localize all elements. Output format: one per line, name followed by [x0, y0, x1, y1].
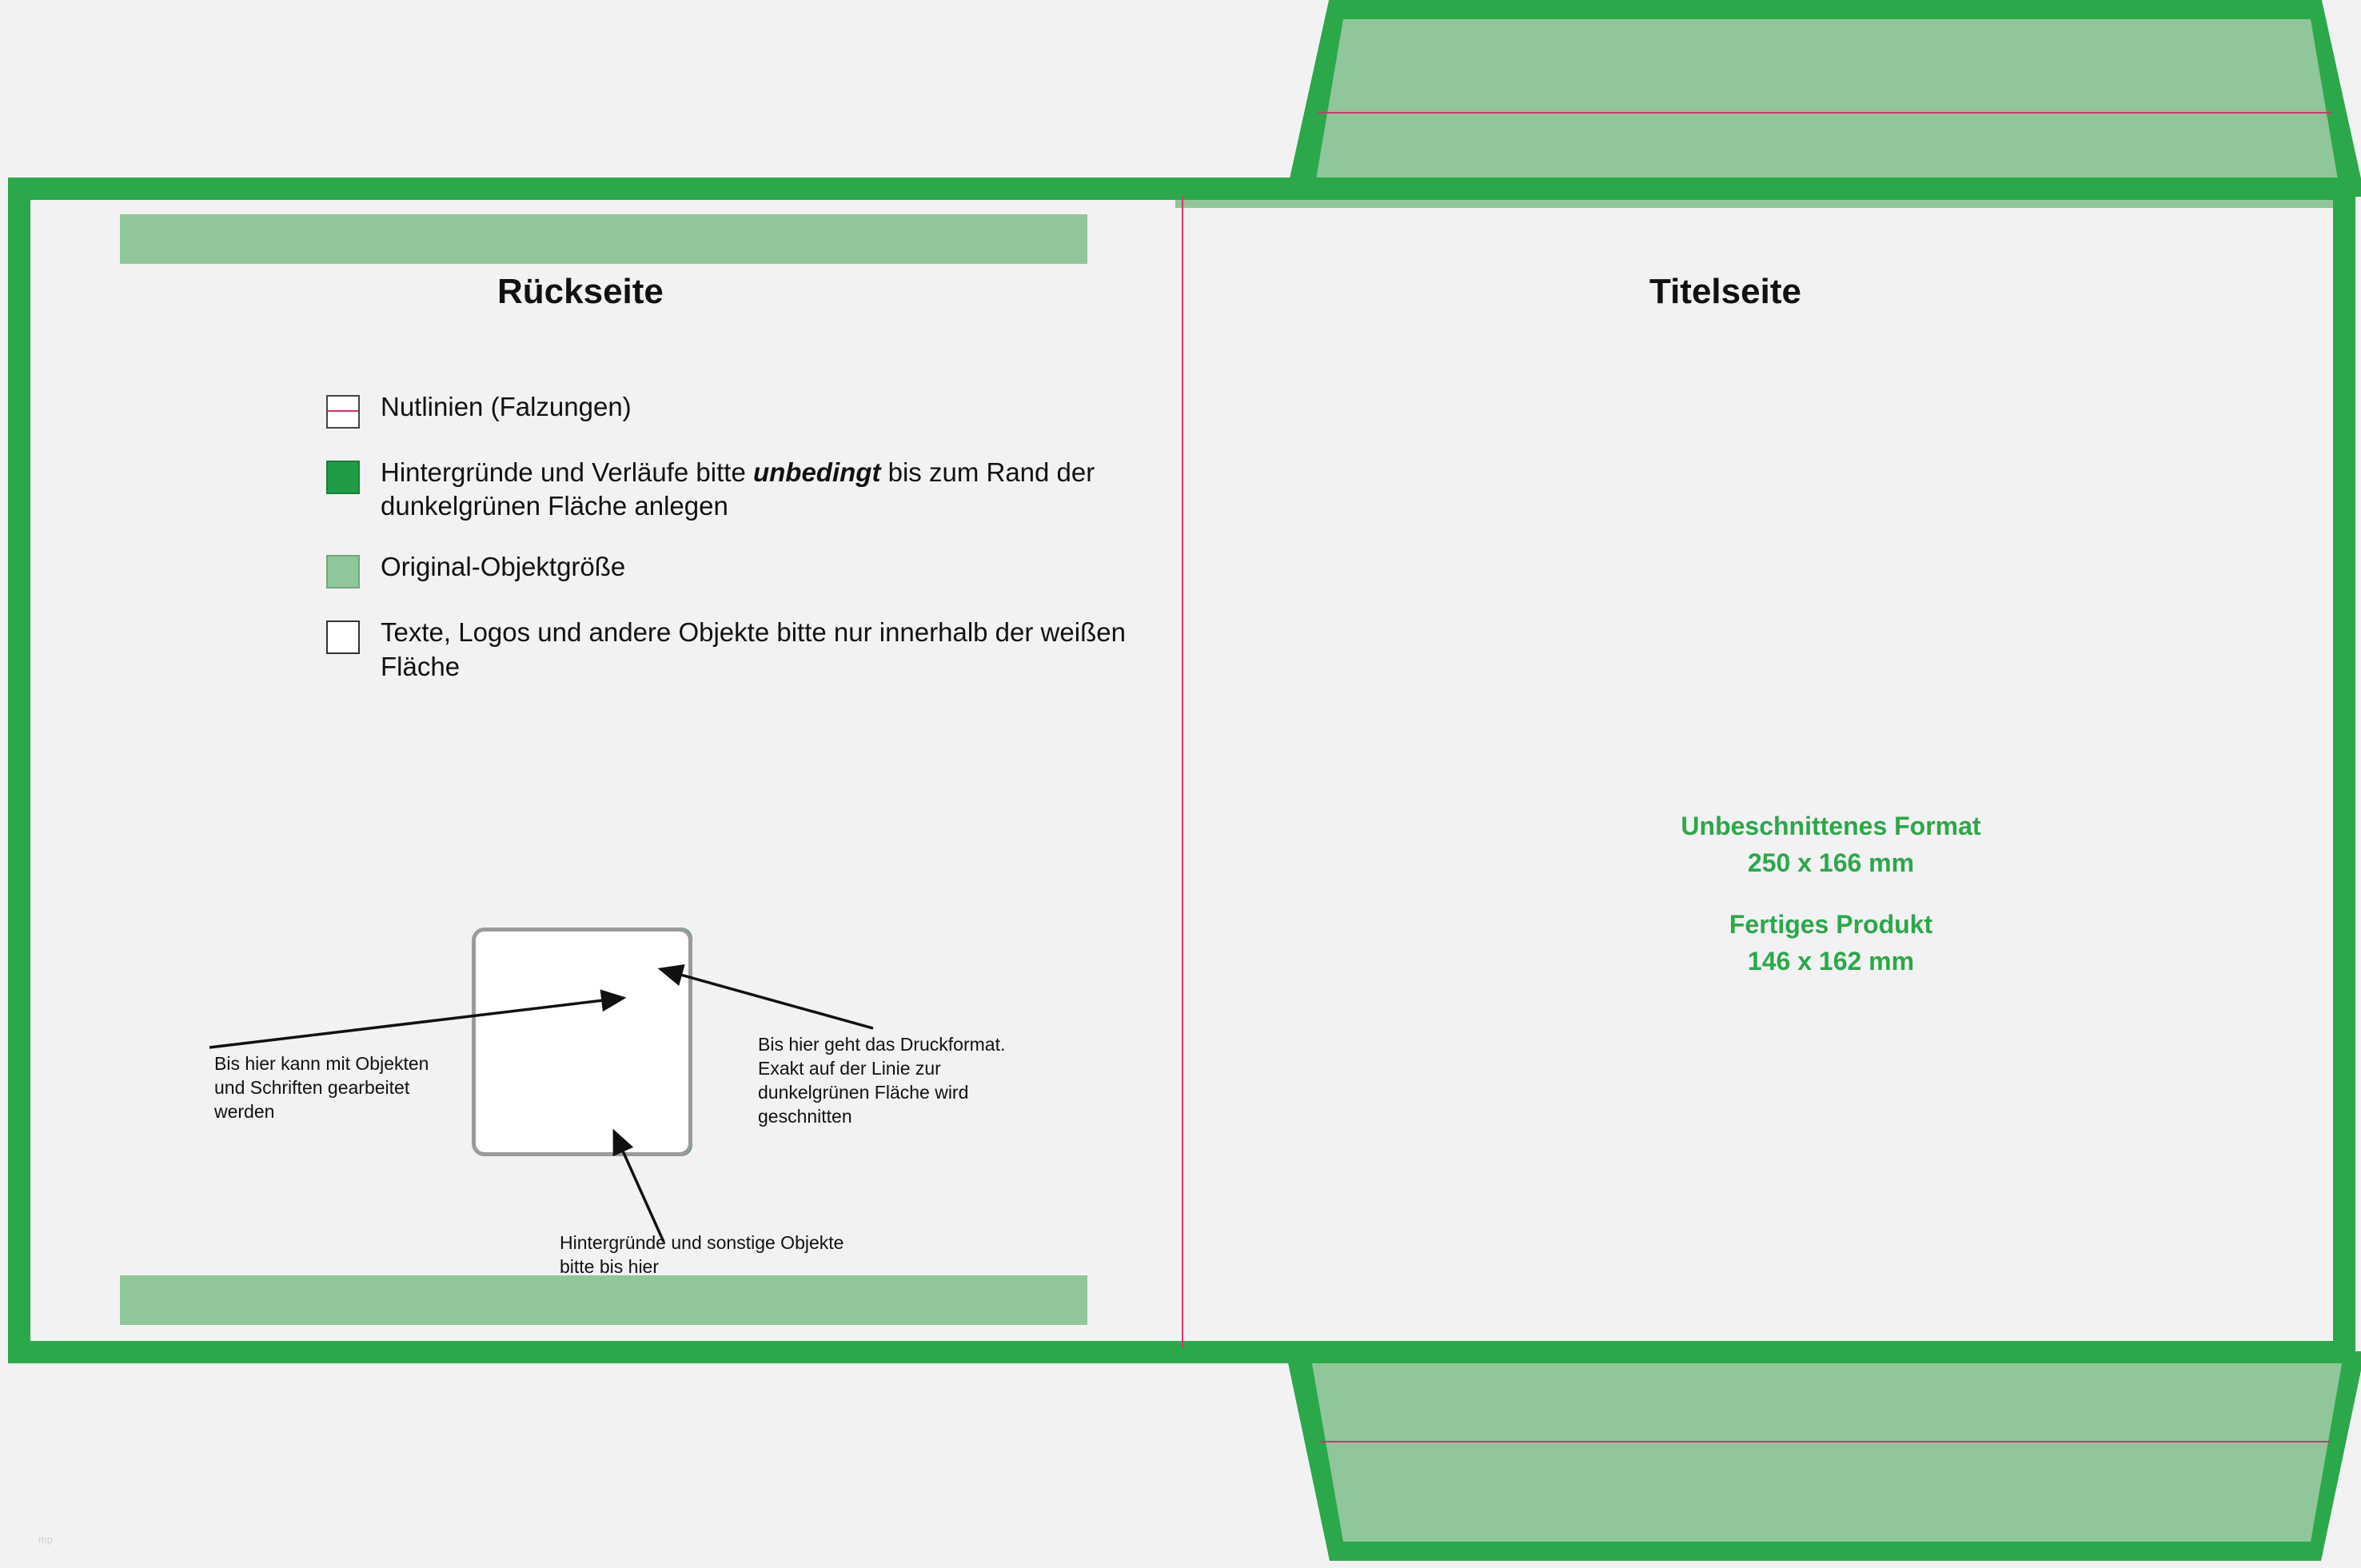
format-unbeschnitten-label: Unbeschnittenes Format	[1681, 812, 1981, 840]
format-unbeschnitten	[1455, 808, 2207, 882]
format-fertig	[1455, 906, 2207, 980]
nutlinie-top-upper	[1318, 112, 2331, 114]
diagram-frame	[472, 928, 692, 1156]
callout-left-text: Bis hier kann mit Objekten und Schriften gearbeitet werden	[214, 1053, 429, 1122]
page-title-back: Rückseite	[497, 272, 664, 311]
legend-text-before: Hintergründe und Verläufe bitte	[381, 457, 753, 487]
right-page-light-band	[1175, 200, 2333, 208]
legend-item-objektgroesse-label: Original-Objektgröße	[381, 552, 626, 582]
legend-item-nutlinien-label: Nutlinien (Falzungen)	[381, 392, 632, 421]
corner-watermark: mp	[38, 1534, 54, 1546]
legend-item-hintergruende	[326, 456, 1126, 523]
format-info	[1455, 808, 2207, 1004]
dark-green-swatch-icon	[326, 461, 360, 494]
format-fertig-value: 146 x 162 mm	[1747, 947, 1915, 976]
light-green-swatch-icon	[326, 555, 360, 588]
legend-item-nutlinien	[326, 390, 1126, 429]
nutlinie-bottom-lower	[1319, 1441, 2331, 1442]
back-page-light-band-bottom	[120, 1275, 1087, 1325]
legend	[326, 390, 1126, 711]
page-title-front: Titelseite	[1649, 272, 1801, 311]
white-swatch-icon	[326, 620, 360, 654]
legend-item-objektgroesse	[326, 550, 1126, 588]
callout-bottom-text: Hintergründe und sonstige Objekte bitte bis hier	[560, 1232, 844, 1277]
back-page-light-band-top	[120, 214, 1087, 264]
format-unbeschnitten-value: 250 x 166 mm	[1747, 848, 1915, 878]
legend-text-emphasis: unbedingt	[752, 457, 881, 487]
format-fertig-label: Fertiges Produkt	[1729, 909, 1933, 939]
bottom-flap-light-area	[1311, 1359, 2343, 1542]
legend-item-texte-label: Texte, Logos und andere Objekte bitte nur innerhalb der weißen Fläche	[381, 617, 1126, 681]
corner-diagram	[472, 928, 696, 1159]
nutlinie-center-fold	[1182, 196, 1183, 1347]
legend-item-hintergruende-label	[381, 456, 1126, 523]
nutlinie-swatch-icon	[326, 395, 360, 429]
legend-text-after: bis zum Rand der dunkelgrünen Fläche anlegen	[381, 457, 1095, 521]
legend-item-texte	[326, 616, 1126, 683]
callout-right-text: Bis hier geht das Druckformat. Exakt auf der Linie zur dunkelgrünen Fläche wird geschnitten	[758, 1034, 1006, 1127]
